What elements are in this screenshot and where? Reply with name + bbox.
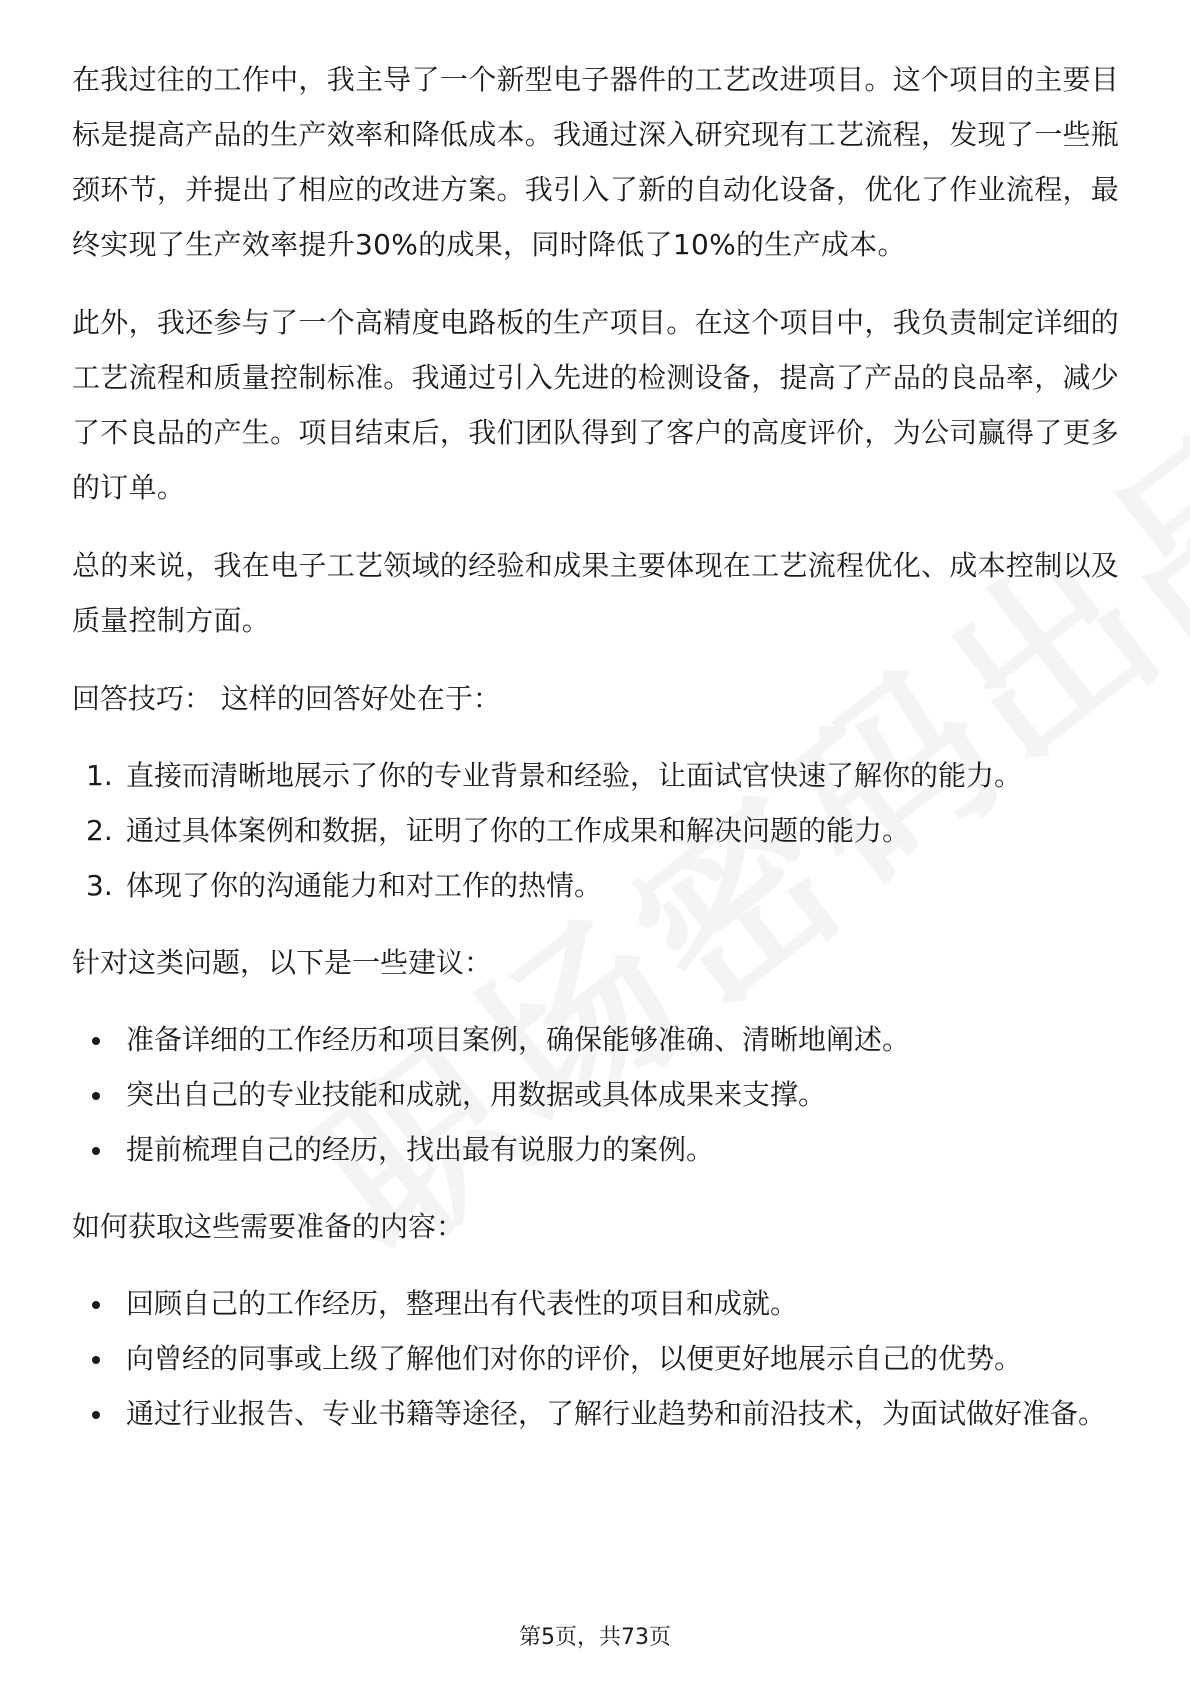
list-item-text: 通过具体案例和数据，证明了你的工作成果和解决问题的能力。	[126, 814, 911, 847]
bullet-icon	[92, 1356, 100, 1364]
suggestions-list	[72, 1012, 1120, 1177]
tips-heading: 回答技巧： 这样的回答好处在于：	[72, 682, 501, 715]
paragraph-1: 在我过往的工作中，我主导了一个新型电子器件的工艺改进项目。这个项目的主要目标是提高产品的生产效率和降低成本。我通过深入研究现有工艺流程，发现了一些瓶颈环节，并提出了相应的改进方案。我引入了新的自动化设备，优化了作业流程，最终实现了生产效率提升30%的成果，同时降低了10%的生产成本。	[72, 63, 1120, 261]
paragraph-2: 此外，我还参与了一个高精度电路板的生产项目。在这个项目中，我负责制定详细的工艺流程和质量控制标准。我通过引入先进的检测设备，提高了产品的良品率，减少了不良品的产生。项目结束后，我们团队得到了客户的高度评价，为公司赢得了更多的订单。	[72, 306, 1120, 504]
list-item-text: 回顾自己的工作经历，整理出有代表性的项目和成就。	[126, 1287, 799, 1320]
list-item	[72, 803, 1120, 858]
list-item	[72, 1067, 1120, 1122]
list-item	[72, 1012, 1120, 1067]
bullet-icon	[92, 1301, 100, 1309]
list-item	[72, 1386, 1120, 1441]
list-item	[72, 858, 1120, 913]
list-item-text: 突出自己的专业技能和成就，用数据或具体成果来支撑。	[126, 1078, 827, 1111]
preparation-list	[72, 1276, 1120, 1441]
list-item-text: 直接而清晰地展示了你的专业背景和经验，让面试官快速了解你的能力。	[126, 759, 1023, 792]
page-footer: 第5页，共73页	[519, 1625, 671, 1650]
list-item-text: 准备详细的工作经历和项目案例，确保能够准确、清晰地阐述。	[126, 1023, 911, 1056]
list-item-text: 向曾经的同事或上级了解他们对你的评价，以便更好地展示自己的优势。	[126, 1342, 1023, 1375]
list-item	[72, 748, 1120, 803]
list-number: 2.	[86, 814, 113, 847]
document-body	[72, 52, 1120, 1463]
bullet-icon	[92, 1037, 100, 1045]
list-number: 3.	[86, 869, 113, 902]
list-item-text: 通过行业报告、专业书籍等途径，了解行业趋势和前沿技术，为面试做好准备。	[126, 1397, 1107, 1430]
bullet-icon	[92, 1092, 100, 1100]
tips-list	[72, 748, 1120, 913]
preparation-heading: 如何获取这些需要准备的内容：	[72, 1210, 465, 1243]
list-item	[72, 1331, 1120, 1386]
suggestions-heading: 针对这类问题，以下是一些建议：	[72, 946, 493, 979]
paragraph-3: 总的来说，我在电子工艺领域的经验和成果主要体现在工艺流程优化、成本控制以及质量控制方面。	[72, 549, 1120, 637]
list-item	[72, 1276, 1120, 1331]
list-item-text: 提前梳理自己的经历，找出最有说服力的案例。	[126, 1133, 715, 1166]
bullet-icon	[92, 1411, 100, 1419]
list-item	[72, 1122, 1120, 1177]
list-number: 1.	[86, 759, 113, 792]
list-item-text: 体现了你的沟通能力和对工作的热情。	[126, 869, 603, 902]
bullet-icon	[92, 1147, 100, 1155]
